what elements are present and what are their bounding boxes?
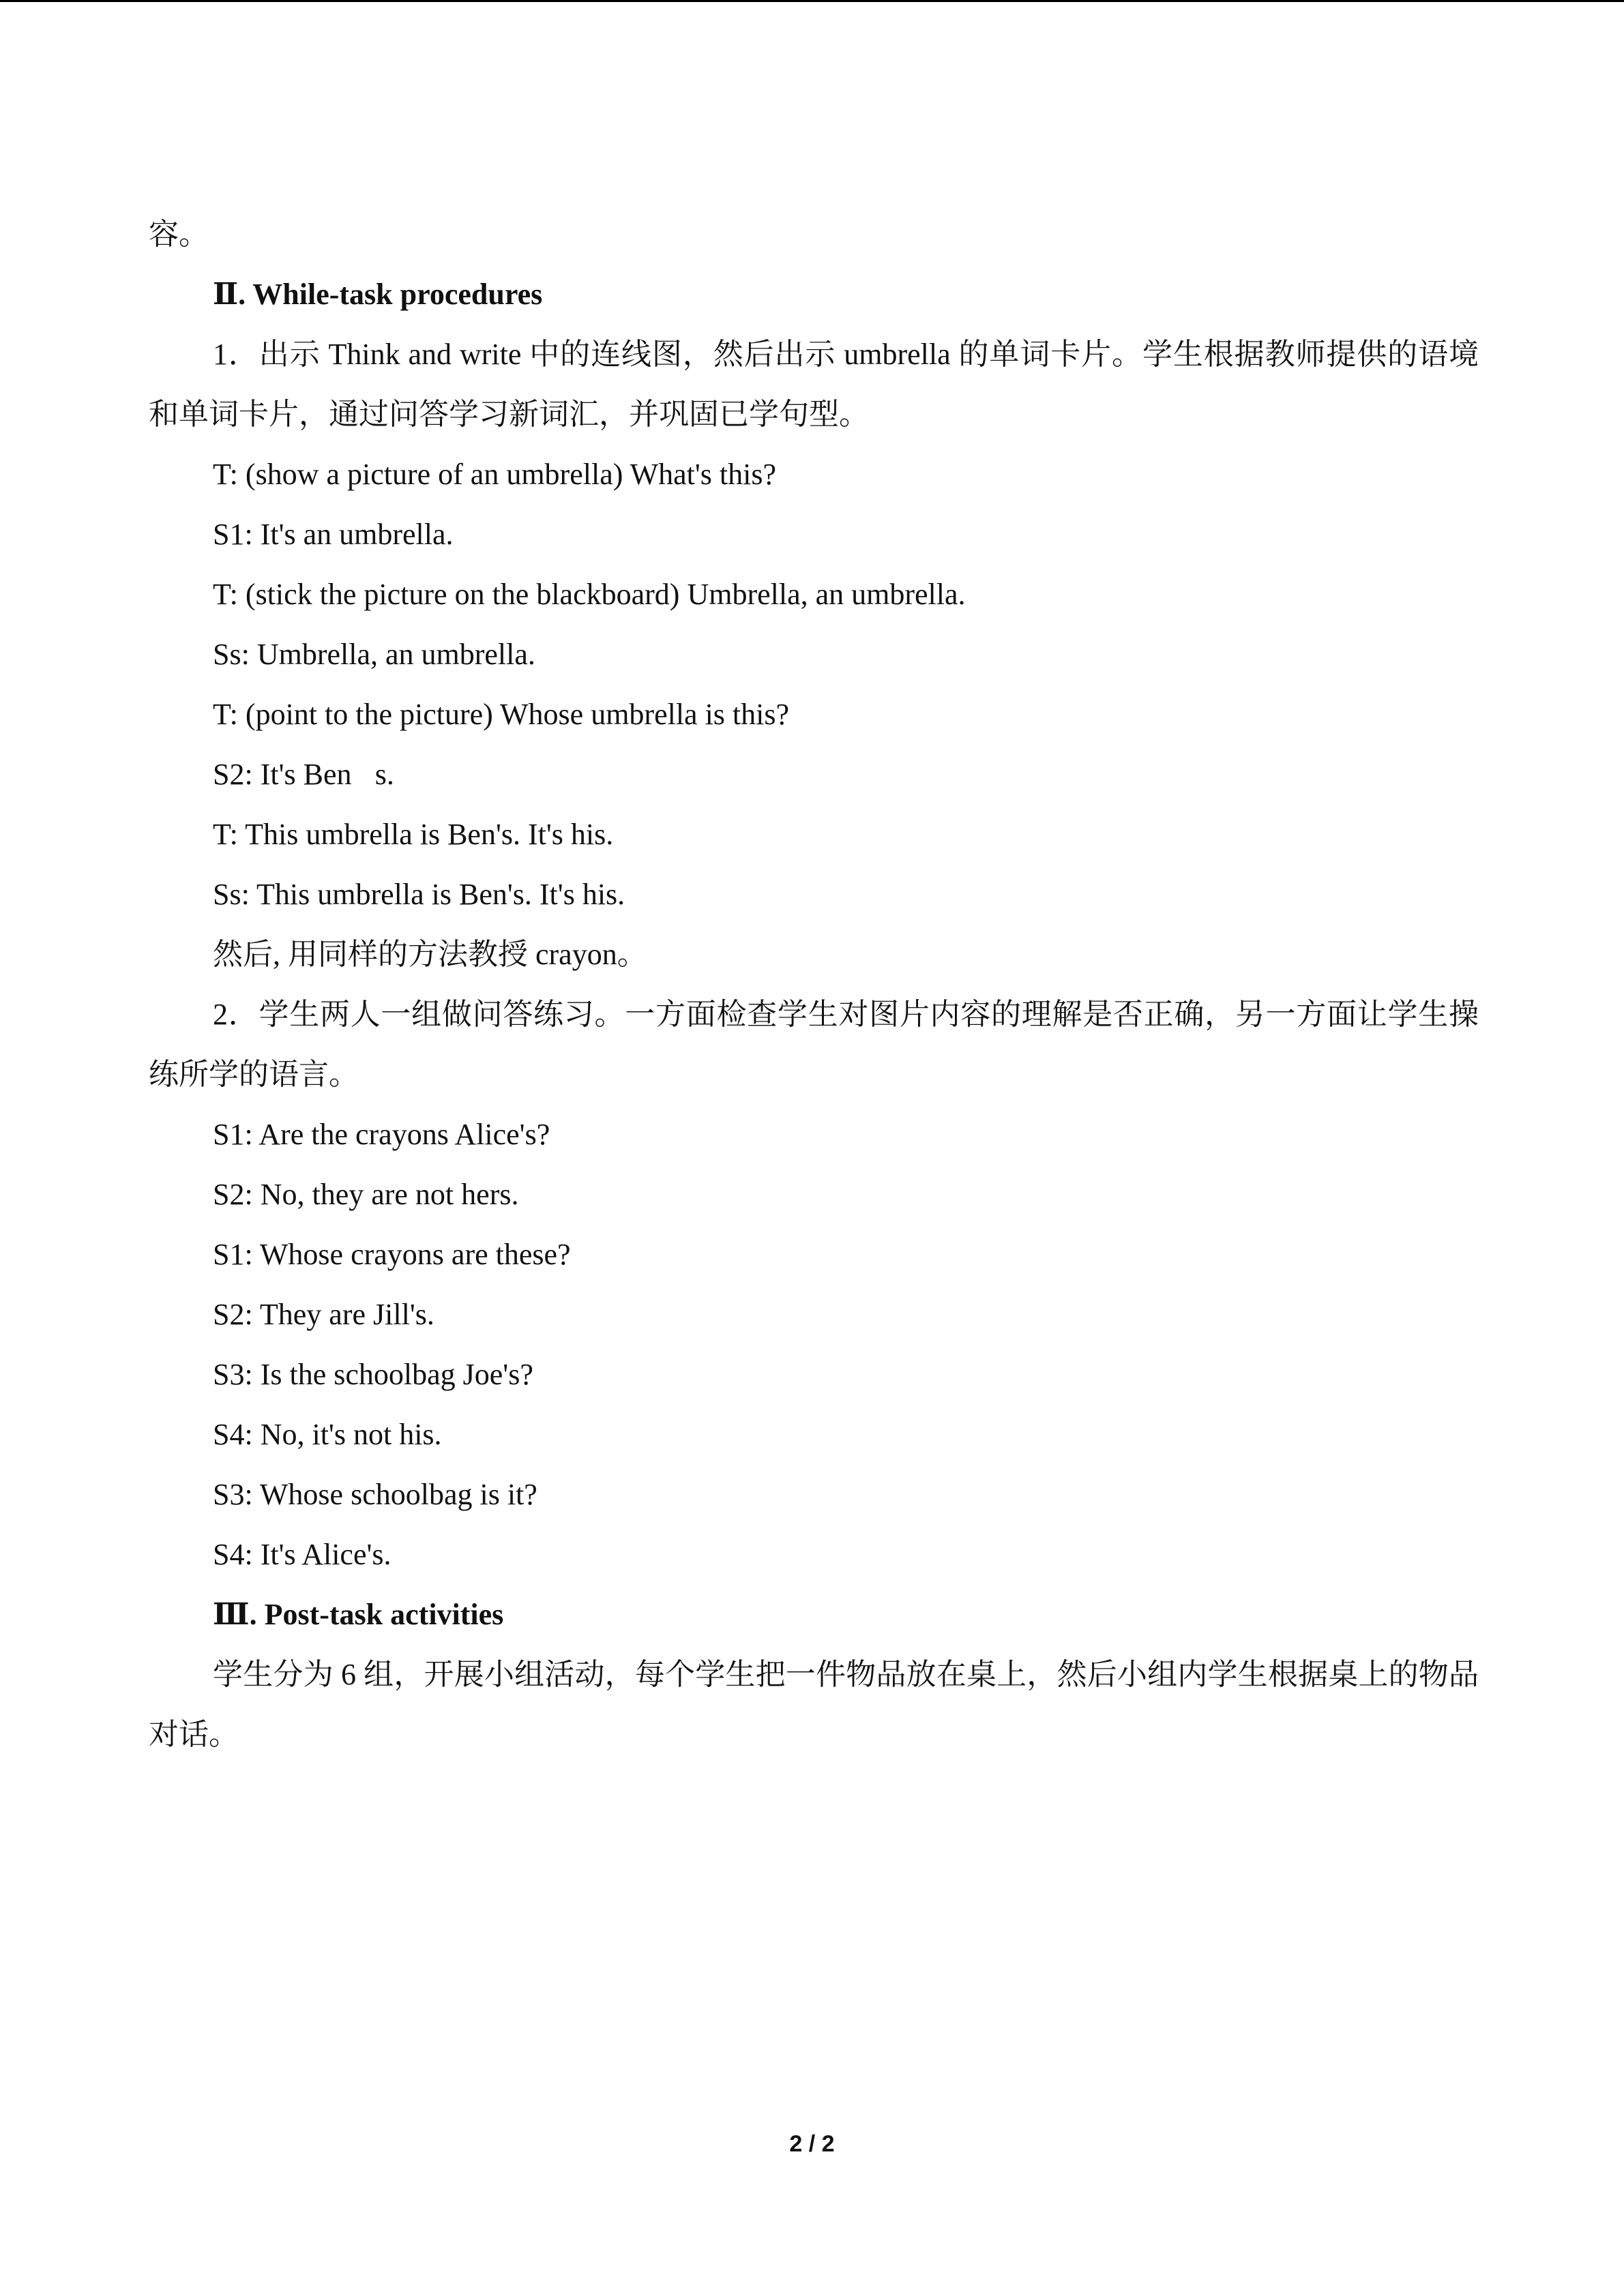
dialogue-line: T: (point to the picture) Whose umbrella is this? bbox=[213, 698, 790, 731]
dialogue-line: S1: Are the crayons Alice's? bbox=[213, 1118, 550, 1151]
dialogue-line: T: This umbrella is Ben's. It's his. bbox=[213, 818, 614, 851]
dialogue-line: T: (stick the picture on the blackboard) Umbrella, an umbrella. bbox=[213, 578, 966, 611]
continued-text: 容。 bbox=[149, 218, 209, 251]
dialogue-line: S4: No, it's not his. bbox=[213, 1418, 442, 1451]
dialogue-line: S2: No, they are not hers. bbox=[213, 1178, 519, 1211]
dialogue-line: S1: It's an umbrella. bbox=[213, 518, 454, 551]
page-number: 2 / 2 bbox=[789, 2131, 835, 2157]
dialogue-line: Ss: Umbrella, an umbrella. bbox=[213, 638, 535, 671]
step-2-paragraph: 2．学生两人一组做问答练习。一方面检查学生对图片内容的理解是否正确，另一方面让学生操练所学的语言。 bbox=[149, 998, 1479, 1091]
dialogue-line: S2: It's Ben s. bbox=[213, 758, 394, 791]
section-heading-while-task: Ⅱ. While-task procedures bbox=[213, 278, 543, 311]
dialogue-line: S3: Whose schoolbag is it? bbox=[213, 1478, 537, 1511]
dialogue-line: S2: They are Jill's. bbox=[213, 1298, 434, 1331]
post-task-paragraph: 学生分为 6 组，开展小组活动，每个学生把一件物品放在桌上，然后小组内学生根据桌上的物品对话。 bbox=[149, 1658, 1479, 1751]
dialogue-line: S1: Whose crayons are these? bbox=[213, 1238, 571, 1271]
dialogue-line: S3: Is the schoolbag Joe's? bbox=[213, 1358, 533, 1391]
step-1-paragraph: 1．出示 Think and write 中的连线图，然后出示 umbrella 的单词卡片。学生根据教师提供的语境和单词卡片，通过问答学习新词汇，并巩固已学句型。 bbox=[149, 338, 1479, 431]
section-heading-post-task: Ⅲ. Post-task activities bbox=[213, 1598, 504, 1631]
dialogue-line: Ss: This umbrella is Ben's. It's his. bbox=[213, 878, 625, 911]
dialogue-line: S4: It's Alice's. bbox=[213, 1538, 392, 1571]
top-border-line bbox=[0, 0, 1624, 2]
document-page bbox=[149, 205, 1479, 1765]
dialogue-line: T: (show a picture of an umbrella) What's this? bbox=[213, 458, 777, 491]
instruction-text: 然后, 用同样的方法教授 crayon。 bbox=[213, 938, 647, 971]
